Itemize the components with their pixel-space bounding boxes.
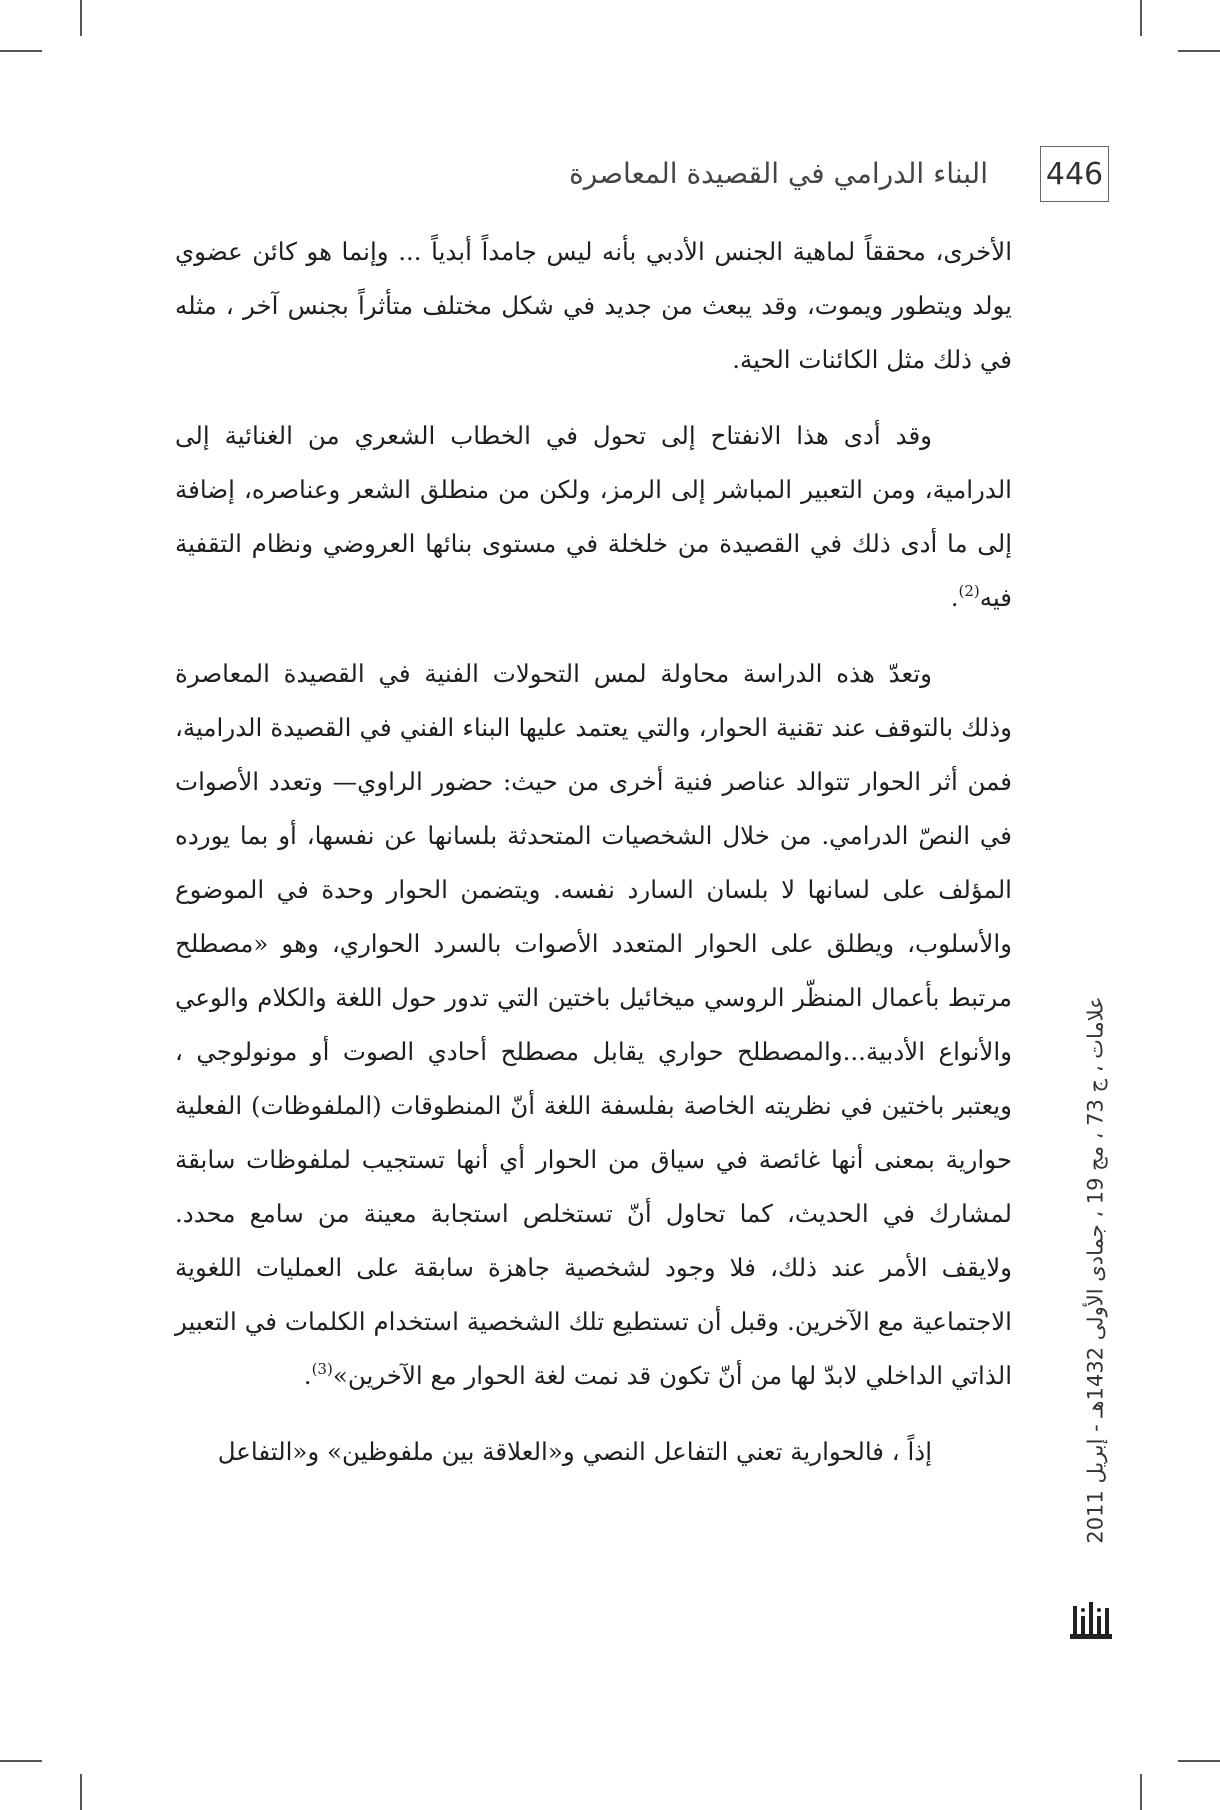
paragraph-text: وقد أدى هذا الانفتاح إلى تحول في الخطاب الشعري من الغنائية إلى الدرامية، ومن التعبير المباشر إلى الرمز، ولكن من منطلق الشعر وعناصره، إضافة إلى ما أدى ذلك في القصيدة من خلخلة في مستوى بنائها العروضي ونظام التقفية فيه xyxy=(175,421,1012,612)
paragraph xyxy=(175,1425,1012,1479)
footnote-ref: (2) xyxy=(958,582,980,600)
crop-mark xyxy=(0,50,42,52)
journal-citation-text: علامات ، ج 73 ، مج 19 ، جمادى الأولى 1432هـ - إبريل 2011 xyxy=(1084,996,1108,1544)
running-title: البناء الدرامي في القصيدة المعاصرة xyxy=(569,157,988,190)
page-number: 446 xyxy=(1040,146,1109,202)
crop-mark xyxy=(1178,1760,1220,1762)
crop-mark xyxy=(0,1760,42,1762)
body-text xyxy=(175,225,1012,1479)
paragraph-text: إذاً ، فالحوارية تعني التفاعل النصي و«العلاقة بين ملفوظين» و«التفاعل xyxy=(217,1437,932,1466)
paragraph-text: وتعدّ هذه الدراسة محاولة لمس التحولات الفنية في القصيدة المعاصرة وذلك بالتوقف عند تقنية الحوار، والتي يعتمد عليها البناء الفني في القصيدة الدرامية، فمن أثر الحوار تتوالد عناصر فنية أخرى من حيث: حضور الراوي— وتعدد الأصوات في النصّ الدرامي. من خلال الشخصيات المتحدثة بلسانها عن نفسها، أو بما يورده المؤلف على لسانها لا بلسان السارد نفسه. ويتضمن الحوار وحدة في الموضوع والأسلوب، ويطلق على الحوار المتعدد الأصوات بالسرد الحواري، وهو «مصطلح مرتبط بأعمال المنظّر الروسي ميخائيل باختين التي تدور حول اللغة والكلام والوعي والأنواع الأدبية...والمصطلح حواري يقابل مصطلح أحادي الصوت أو مونولوجي ، ويعتبر باختين في نظريته الخاصة بفلسفة اللغة أنّ المنطوقات (الملفوظات) الفعلية حوارية بمعنى أنها غائصة في سياق من الحوار أي أنها تستجيب لملفوظات سابقة لمشارك في الحديث، كما تحاول أنّ تستخلص استجابة معينة من سامع محدد. ولايقف الأمر عند ذلك، فلا وجود لشخصية جاهزة سابقة على العمليات اللغوية الاجتماعية مع الآخرين. وقبل أن تستطيع تلك الشخصية استخدام الكلمات في التعبير الذاتي الداخلي لابدّ لها من أنّ تكون قد نمت لغة الحوار مع الآخرين» xyxy=(175,659,1012,1390)
crop-mark xyxy=(80,0,82,36)
crop-mark xyxy=(1178,50,1220,52)
paragraph-text: الأخرى، محققاً لماهية الجنس الأدبي بأنه ليس جامداً أبدياً ... وإنما هو كائن عضوي يولد ويتطور ويموت، وقد يبعث من جديد في شكل مختلف متأثراً بجنس آخر ، مثله في ذلك مثل الكائنات الحية. xyxy=(175,237,1012,374)
footnote-ref: (3) xyxy=(311,1360,333,1378)
sentence-end: . xyxy=(303,1361,312,1390)
journal-citation xyxy=(1078,960,1114,1580)
paragraph xyxy=(175,647,1012,1403)
crop-mark xyxy=(80,1774,82,1810)
crop-mark xyxy=(1140,0,1142,36)
journal-logo xyxy=(1068,1594,1114,1644)
paragraph xyxy=(175,409,1012,625)
paragraph xyxy=(175,225,1012,387)
sentence-end: . xyxy=(950,583,959,612)
crop-mark xyxy=(1140,1774,1142,1810)
journal-logo-icon xyxy=(1068,1594,1114,1644)
